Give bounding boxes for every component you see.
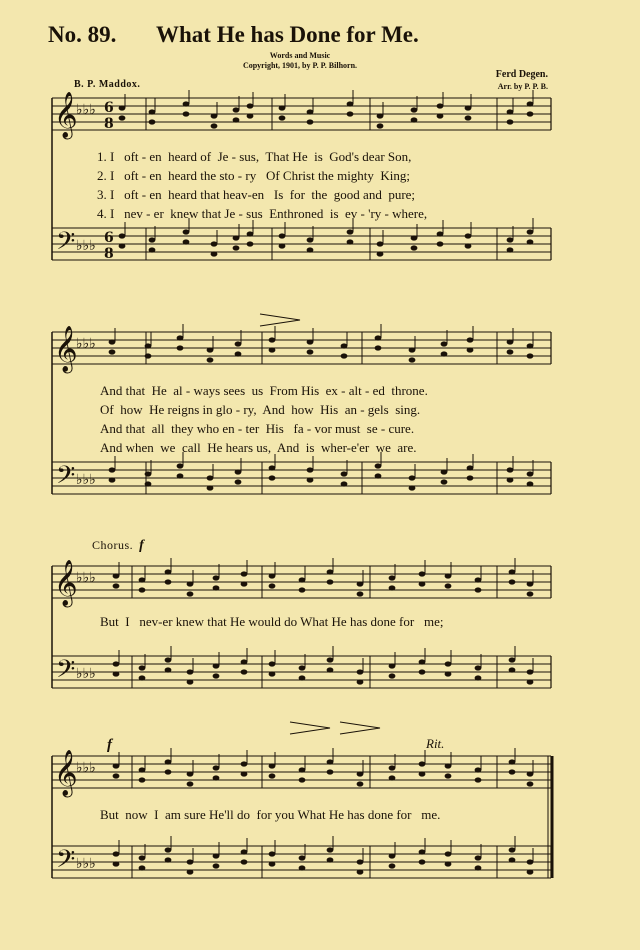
arranger-name: Arr. by P. P. B. [497,82,548,91]
treble-key-signature-1: ♭♭♭ [76,102,96,118]
verse-3-line-2: And that all they who en - ter His fa - vor must se - cure. [100,421,415,436]
bass-notes-4 [113,836,534,875]
crescendo-hairpin-1 [260,314,300,326]
decrescendo-hairpin [340,722,380,734]
bass-notes-2 [109,452,534,491]
bass-clef-icon-1: 𝄢 [56,227,76,262]
verse-1-line-1: 1. I oft - en heard of Je - sus, That He is God's dear Son, [97,149,412,164]
bass-staff-2 [52,462,551,494]
time-signature-bass: 6 [104,230,114,246]
treble-clef-icon-4: 𝄞 [54,750,78,796]
hymn-number: No. 89. [48,22,117,47]
treble-clef-icon-2: 𝄞 [54,326,78,372]
treble-notes-4 [113,748,534,787]
bass-notes-3 [113,646,534,685]
bass-key-signature-1: ♭♭♭ [76,238,96,254]
bass-key-signature-3: ♭♭♭ [76,666,96,682]
author-credit: B. P. Maddox. [74,79,141,90]
hymn-title: What He has Done for Me. [156,22,419,47]
credit-copyright: Copyright, 1901, by P. P. Bilhorn. [242,61,358,70]
composer-name: Ferd Degen. [495,69,548,80]
treble-key-signature-2: ♭♭♭ [76,336,96,352]
treble-staff-1 [52,98,551,130]
bass-clef-icon-2: 𝄢 [56,461,76,496]
bass-clef-icon-3: 𝄢 [56,655,76,690]
credit-words-music: Words and Music [269,51,331,60]
treble-key-signature-4: ♭♭♭ [76,760,96,776]
treble-clef-icon-3: 𝄞 [54,560,78,606]
chorus-line-2: But now I am sure He'll do for you What He has done for me. [100,807,441,822]
verse-2-line-2: Of how He reigns in glo - ry, And how His an - gels sing. [100,402,421,417]
treble-notes-1 [119,90,534,129]
crescendo-hairpin-2 [290,722,330,734]
bass-staff-1 [52,228,551,260]
treble-notes-3 [113,558,534,597]
bass-clef-icon-4: 𝄢 [56,845,76,880]
verse-3-line-1: 3. I oft - en heard that heav-en Is for the good and pure; [97,187,416,202]
verse-4-line-2: And when we call He hears us, And is wher-e'er we are. [100,440,417,455]
time-signature-treble: 6 [104,100,114,116]
chorus-label: Chorus. [92,538,134,552]
verse-4-line-1: 4. I nev - er knew that Je - sus Enthroned is ev - 'ry - where, [97,206,428,221]
treble-key-signature-3: ♭♭♭ [76,570,96,586]
time-signature-bass-lower: 8 [104,246,114,262]
bass-staff-3 [52,656,551,688]
verse-1-line-2: And that He al - ways sees us From His ex - alt - ed throne. [100,383,428,398]
bass-key-signature-4: ♭♭♭ [76,856,96,872]
treble-staff-2 [52,332,551,364]
chorus-dynamic-forte: f [139,538,145,553]
time-signature-treble-lower: 8 [104,116,114,132]
chorus-line-1: But I nev-er knew that He would do What He has done for me; [100,614,444,629]
bass-staff-4 [52,846,551,878]
verse-2-line-1: 2. I oft - en heard the sto - ry Of Christ the mighty King; [97,168,411,183]
bass-notes-1 [119,218,534,257]
bass-key-signature-2: ♭♭♭ [76,472,96,488]
treble-clef-icon-1: 𝄞 [54,92,78,138]
ritardando-mark: Rit. [426,736,445,751]
chorus-heading [92,538,144,554]
chorus-line-2-dynamic: f [107,737,112,753]
treble-notes-2 [109,324,534,363]
